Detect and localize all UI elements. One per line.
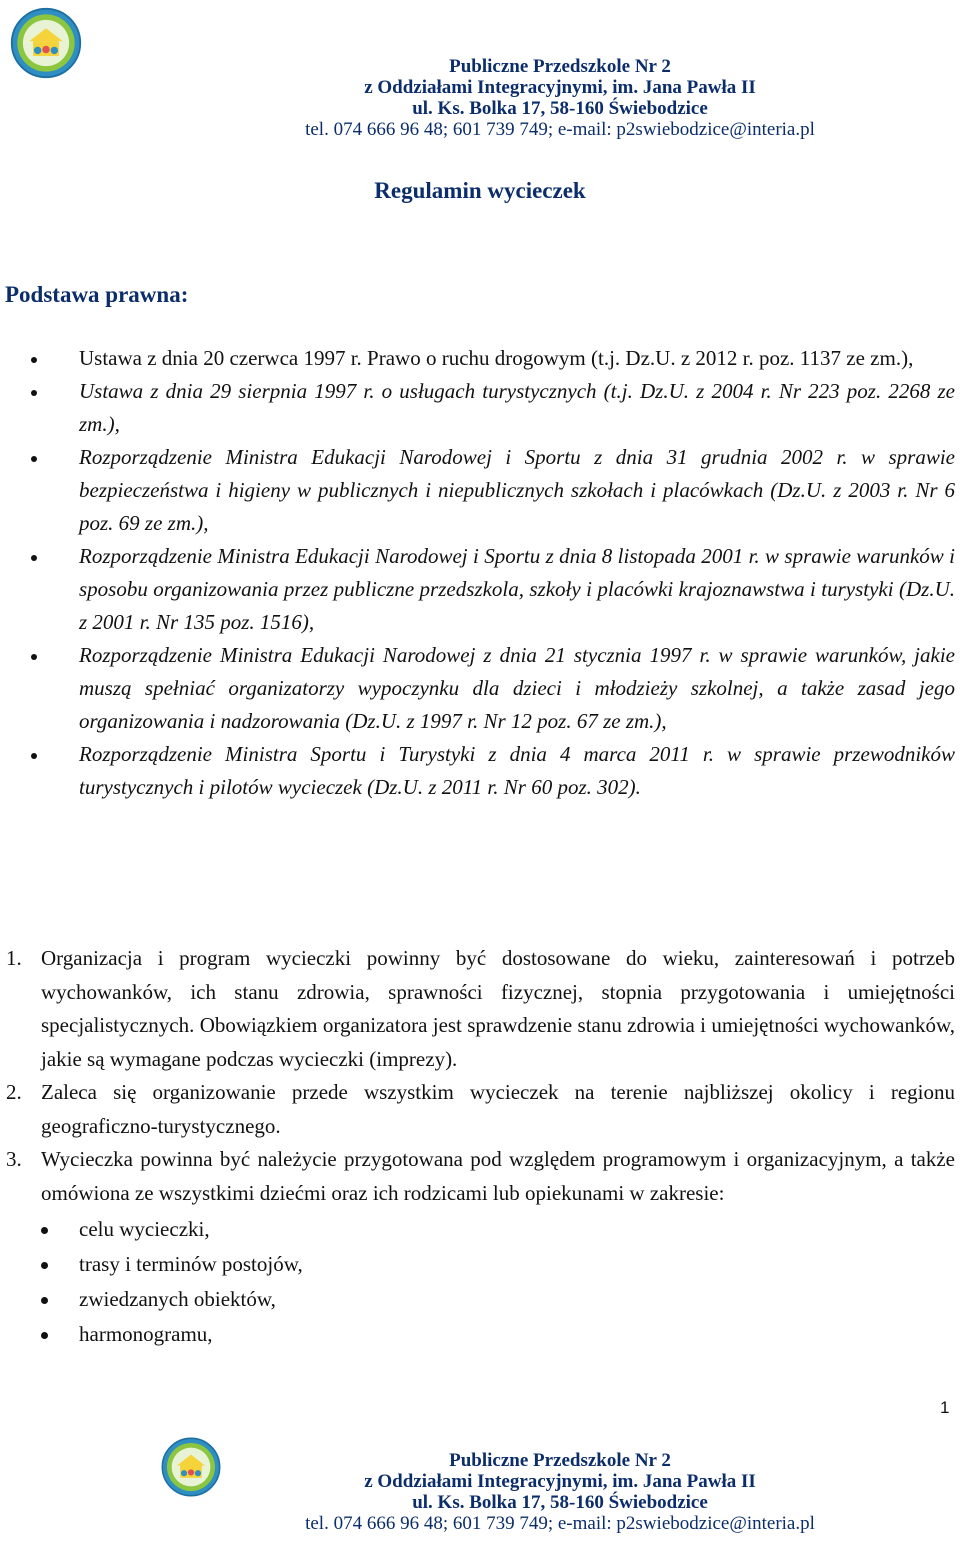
header-address: ul. Ks. Bolka 17, 58-160 Świebodzice	[412, 1492, 708, 1513]
header-contact: tel. 074 666 96 48; 601 739 749; e-mail: p2swiebodzice@interia.pl	[305, 1513, 815, 1534]
list-item: zwiedzanych obiektów,	[79, 1282, 955, 1317]
list-item: Ustawa z dnia 20 czerwca 1997 r. Prawo o ruchu drogowym (t.j. Dz.U. z 2012 r. poz. 1137 ze zm.),	[79, 342, 955, 375]
header-address: ul. Ks. Bolka 17, 58-160 Świebodzice	[412, 98, 708, 119]
rule-text: Wycieczka powinna być należycie przygotowana pod względem programowym i organizacyjnym, a także omówiona ze wszystkimi dziećmi oraz ich rodzicami lub opiekunami w zakresie:	[41, 1147, 955, 1205]
rule-number: 1.	[6, 946, 22, 970]
list-item: Rozporządzenie Ministra Sportu i Turystyki z dnia 4 marca 2011 r. w sprawie przewodników turystycznych i pilotów wycieczek (Dz.U. z 2011 r. Nr 60 poz. 302).	[79, 738, 955, 804]
list-item: celu wycieczki,	[79, 1212, 955, 1247]
header-contact: tel. 074 666 96 48; 601 739 749; e-mail: p2swiebodzice@interia.pl	[305, 119, 815, 140]
rule-subitems	[41, 1212, 955, 1352]
rule-text: Organizacja i program wycieczki powinny być dostosowane do wieku, zainteresowań i potrzeb wychowanków, ich stanu zdrowia, sprawności fizycznej, stopnia przygotowania i umiejętności specjalistycznych. Obowiązkiem organizatora jest sprawdzenie stanu zdrowia i umiejętności wychowanków, jakie są wymagane podczas wycieczki (imprezy).	[41, 946, 955, 1071]
list-item: Rozporządzenie Ministra Edukacji Narodowej z dnia 21 stycznia 1997 r. w sprawie warunków, jakie muszą spełniać organizatorzy wypoczynku dla dzieci i młodzieży szkolnej, a także zasad jego organizowania i nadzorowania (Dz.U. z 1997 r. Nr 12 poz. 67 ze zm.),	[79, 639, 955, 738]
rule-item	[6, 942, 955, 1076]
header-school-name: Publiczne Przedszkole Nr 2	[449, 1450, 671, 1471]
rule-text: Zaleca się organizowanie przede wszystkim wycieczek na terenie najbliższej okolicy i regionu geograficzno-turystycznego.	[41, 1080, 955, 1138]
legal-basis-heading: Podstawa prawna:	[5, 282, 189, 307]
header-bottom	[180, 1450, 940, 1534]
header-school-subtitle: z Oddziałami Integracyjnymi, im. Jana Pawła II	[364, 1471, 756, 1492]
header-top	[180, 56, 940, 140]
rule-item	[6, 1143, 955, 1352]
rule-number: 2.	[6, 1080, 22, 1104]
list-item: Ustawa z dnia 29 sierpnia 1997 r. o usługach turystycznych (t.j. Dz.U. z 2004 r. Nr 223 poz. 2268 ze zm.),	[79, 375, 955, 441]
kindergarten-logo-icon	[9, 6, 83, 80]
list-item: trasy i terminów postojów,	[79, 1247, 955, 1282]
document-title: Regulamin wycieczek	[374, 178, 586, 203]
list-item: Rozporządzenie Ministra Edukacji Narodowej i Sportu z dnia 8 listopada 2001 r. w sprawie warunków i sposobu organizowania przez publiczne przedszkola, szkoły i placówki krajoznawstwa i turystyki (Dz.U. z 2001 r. Nr 135 poz. 1516),	[79, 540, 955, 639]
list-item: harmonogramu,	[79, 1317, 955, 1352]
rule-number: 3.	[6, 1147, 22, 1171]
header-school-name: Publiczne Przedszkole Nr 2	[449, 56, 671, 77]
rules-list	[6, 942, 955, 1352]
rule-item	[6, 1076, 955, 1143]
page-number: 1	[940, 1398, 950, 1417]
legal-basis-list	[79, 342, 955, 804]
header-school-subtitle: z Oddziałami Integracyjnymi, im. Jana Pawła II	[364, 77, 756, 98]
list-item: Rozporządzenie Ministra Edukacji Narodowej i Sportu z dnia 31 grudnia 2002 r. w sprawie bezpieczeństwa i higieny w publicznych i niepublicznych szkołach i placówkach (Dz.U. z 2003 r. Nr 6 poz. 69 ze zm.),	[79, 441, 955, 540]
